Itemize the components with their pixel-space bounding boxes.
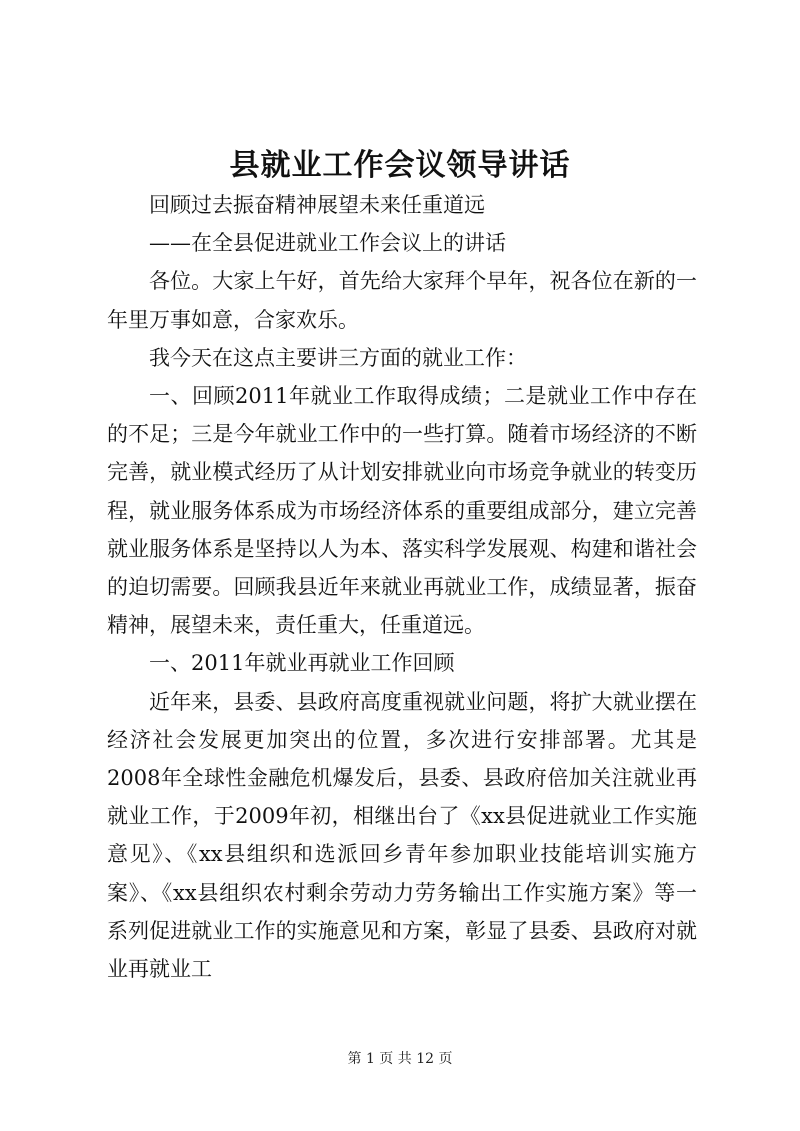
page-footer: 第 1 页 共 12 页 [347, 1051, 453, 1067]
paragraph-review: 近年来，县委、县政府高度重视就业问题，将扩大就业摆在经济社会发展更加突出的位置，多次进行安排部署。尤其是2008年全球性金融危机爆发后，县委、县政府倍加关注就业再就业工作，于2009年初，相继出台了《xx县促进就业工作实施意见》、《xx县组织和选派回乡青年参加职业技能培训实施方案》、《xx县组织农村剩余劳动力劳务输出工作实施方案》等一系列促进就业工作的实施意见和方案，彰显了县委、县政府对就业再就业工 [107, 689, 697, 982]
document-title: 县就业工作会议领导讲话 [229, 148, 571, 183]
section-heading: 一、2011年就业再就业工作回顾 [149, 651, 455, 676]
paragraph-subtitle: 回顾过去振奋精神展望未来任重道远 [149, 193, 485, 217]
paragraph-outline-points: 一、回顾2011年就业工作取得成绩；二是就业工作中存在的不足；三是今年就业工作中的一些打算。随着市场经济的不断完善，就业模式经历了从计划安排就业向市场竞争就业的转变历程，就业服务体系成为市场经济体系的重要组成部分，建立完善就业服务体系是坚持以人为本、落实科学发展观、构建和谐社会的迫切需要。回顾我县近年来就业再就业工作，成绩显著，振奋精神，展望未来，责任重大，任重道远。 [107, 384, 697, 638]
document-body [107, 186, 697, 988]
paragraph-speech-caption: ——在全县促进就业工作会议上的讲话 [149, 231, 506, 256]
paragraph-outline-intro: 我今天在这点主要讲三方面的就业工作： [149, 345, 527, 370]
paragraph-greeting: 各位。大家上午好，首先给大家拜个早年，祝各位在新的一年里万事如意，合家欢乐。 [107, 269, 697, 332]
